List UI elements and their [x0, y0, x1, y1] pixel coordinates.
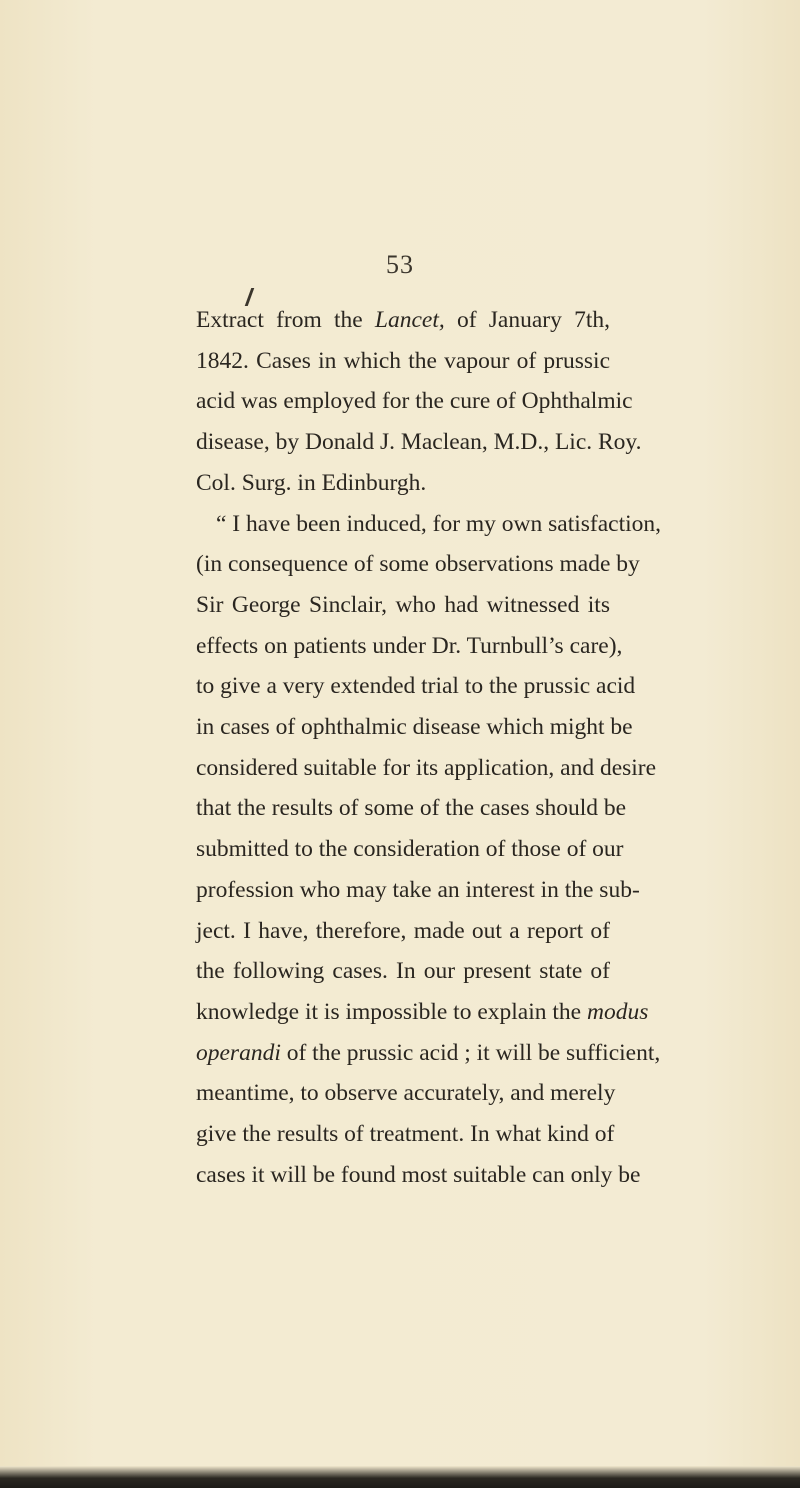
text-line: considered suitable for its application, and desire — [196, 754, 657, 781]
text-line: (in consequence of some observations made by — [196, 551, 640, 578]
text-line: that the results of some of the cases should be — [196, 795, 627, 822]
text-line: ject. I have, therefore, made out a report of — [196, 917, 610, 944]
page-bottom-edge — [0, 1466, 800, 1488]
text-line: to give a very extended trial to the prussic acid — [196, 673, 636, 700]
text-line: operandi of the prussic acid ; it will be sufficient, — [196, 1039, 661, 1066]
page-number: 53 — [386, 250, 414, 279]
text-line: meantime, to observe accurately, and merely — [196, 1080, 616, 1107]
text-line: profession who may take an interest in the sub- — [196, 876, 640, 903]
text-line: in cases of ophthalmic disease which might be — [196, 714, 633, 741]
text-line: submitted to the consideration of those of our — [196, 836, 624, 863]
text-line: “ I have been induced, for my own satisfaction, — [216, 510, 662, 537]
text-line: Extract from the Lancet, of January 7th, — [196, 307, 610, 333]
text-line: cases it will be found most suitable can only be — [196, 1161, 641, 1188]
text-line: Sir George Sinclair, who had witnessed its — [196, 591, 610, 618]
text-line: the following cases. In our present state of — [196, 958, 610, 985]
text-line: effects on patients under Dr. Turnbull’s care), — [196, 632, 623, 659]
text-line: knowledge it is impossible to explain the modus — [196, 998, 649, 1025]
text-line: acid was employed for the cure of Ophthalmic — [196, 388, 633, 415]
text-line: give the results of treatment. In what kind of — [196, 1121, 615, 1148]
text-line: Col. Surg. in Edinburgh. — [196, 469, 427, 496]
text-line: 1842. Cases in which the vapour of prussic — [196, 347, 610, 374]
body-text — [196, 300, 662, 1195]
text-line: disease, by Donald J. Maclean, M.D., Lic. Roy. — [196, 429, 642, 456]
